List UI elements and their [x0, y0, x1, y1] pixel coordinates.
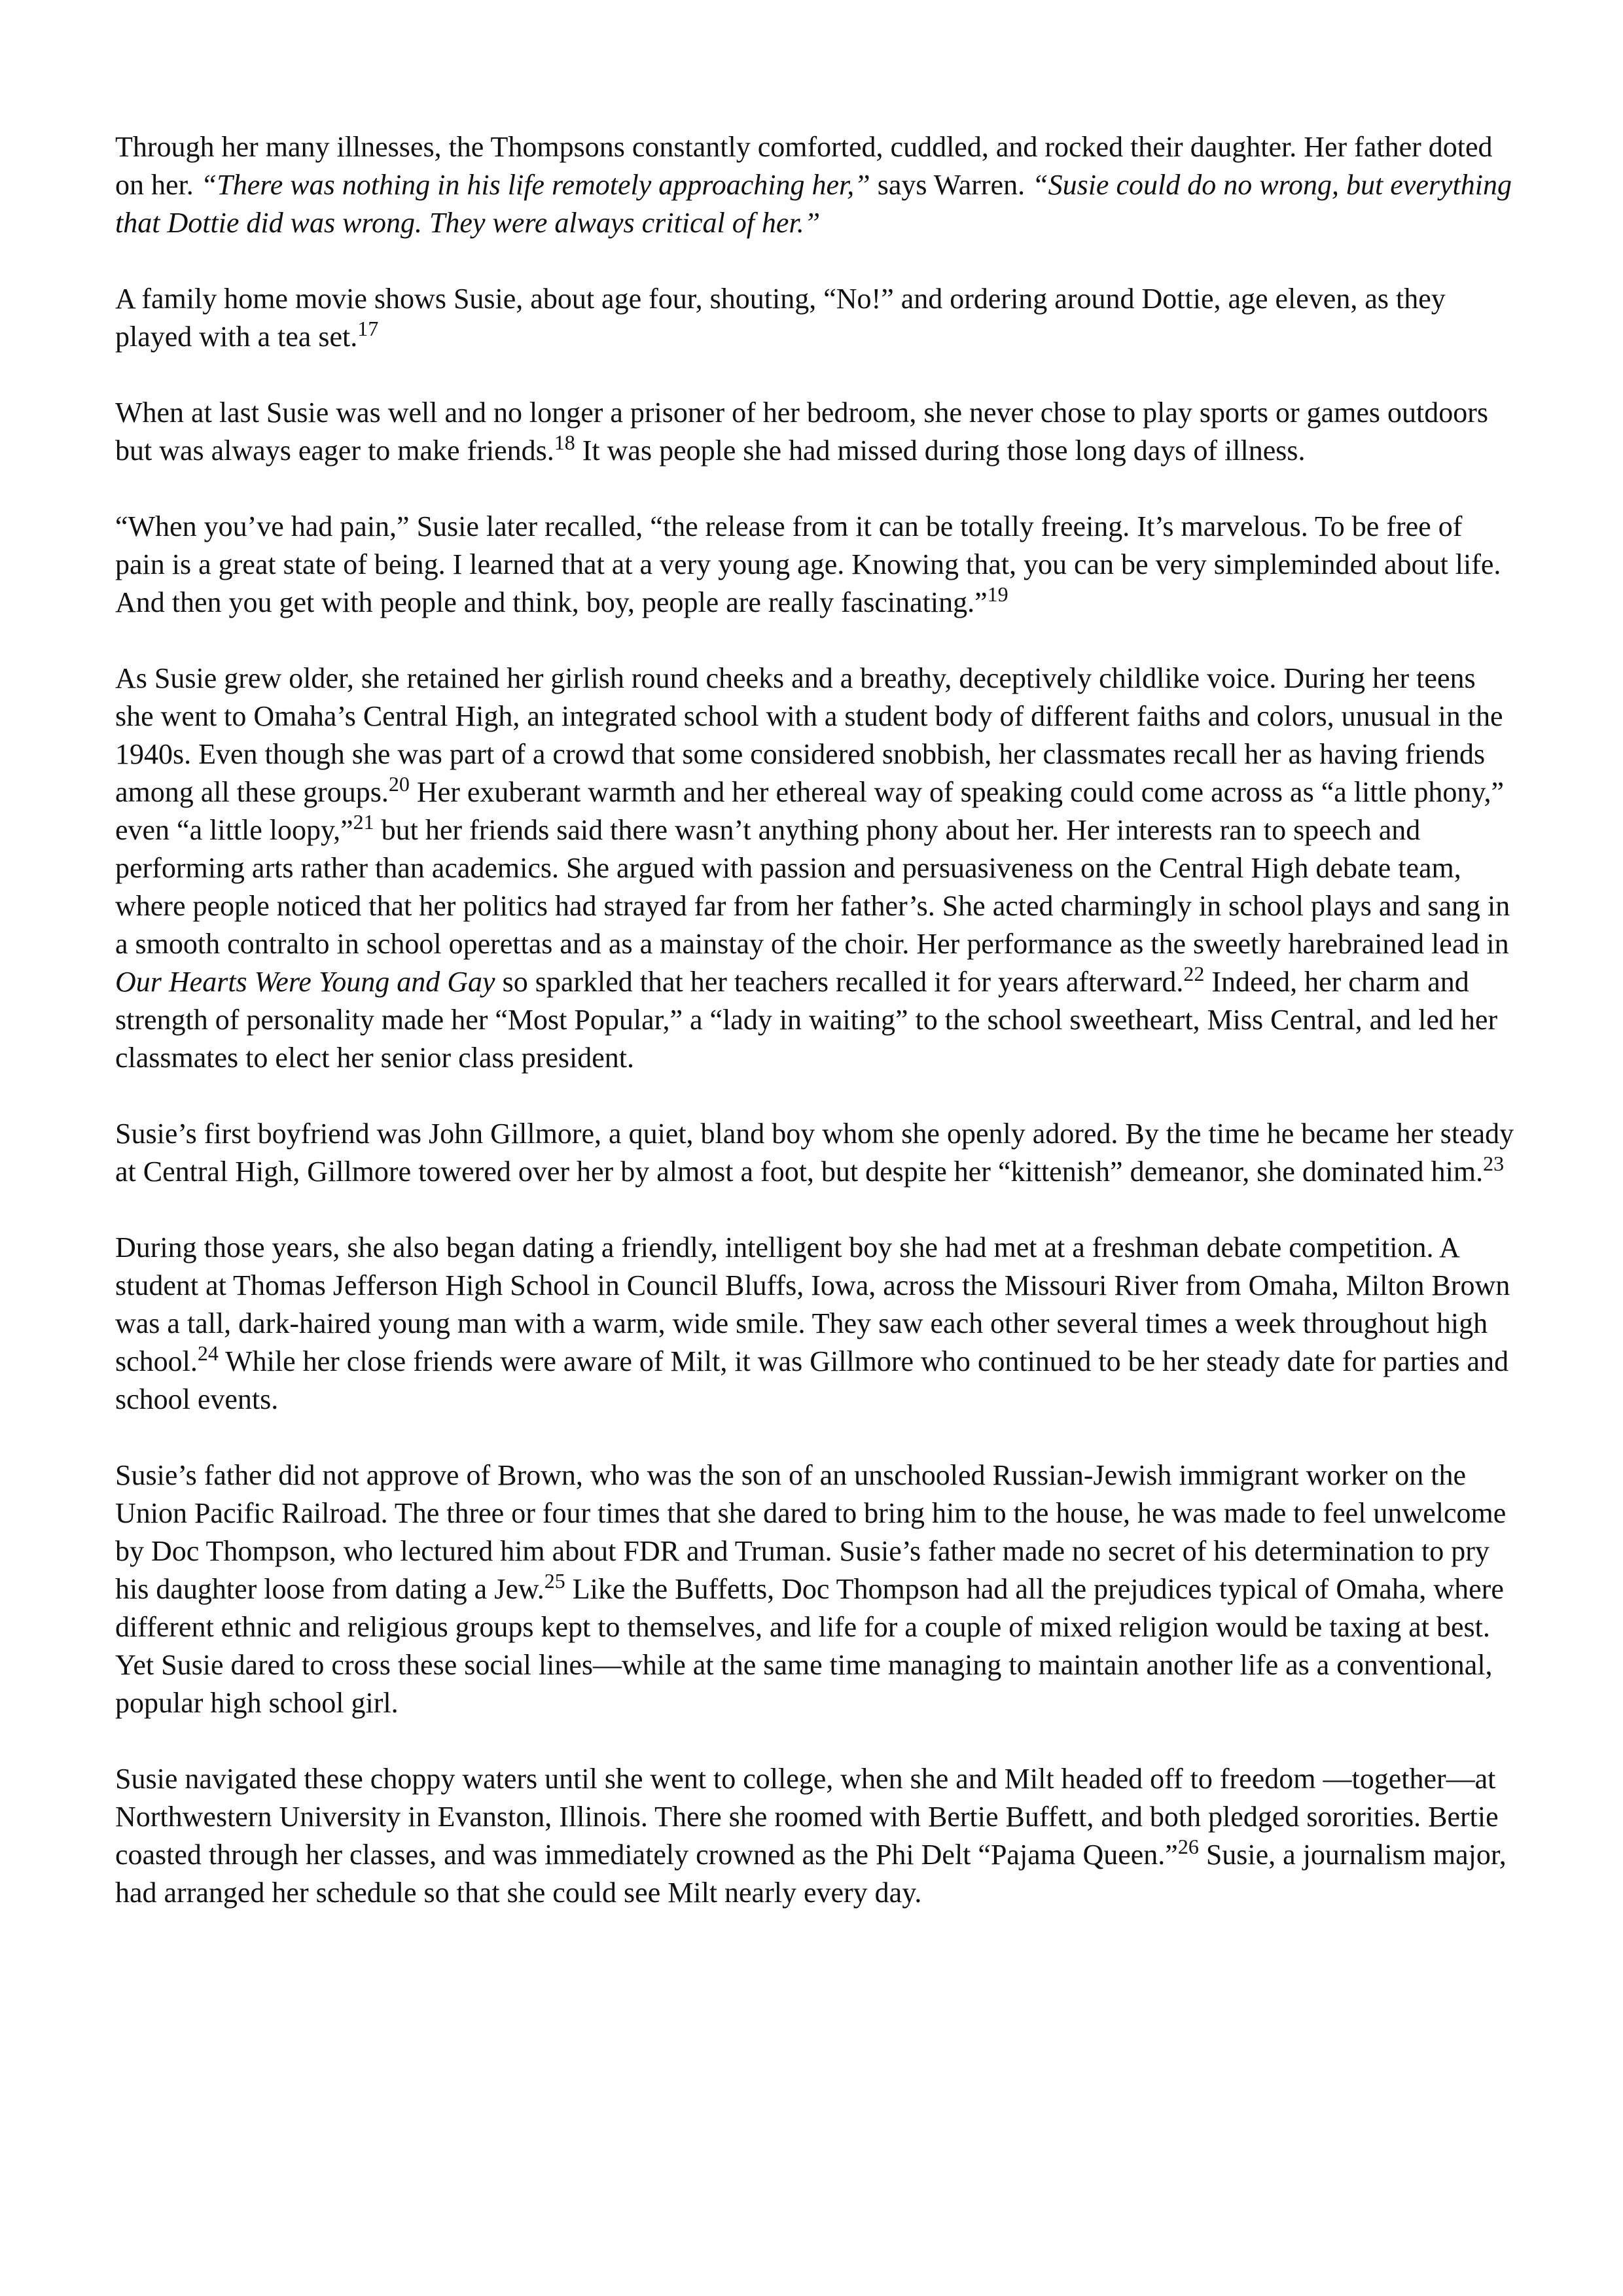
footnote-ref: 18 — [554, 431, 575, 454]
paragraph — [115, 280, 1516, 356]
footnote-ref: 19 — [987, 582, 1008, 606]
footnote-ref: 26 — [1177, 1835, 1199, 1858]
text-run: When at last Susie was well and no longer a prisoner of her bedroom, she never chose to play sports or games outdoors but was always eager to make friends. — [115, 397, 1489, 467]
paragraph — [115, 508, 1516, 622]
paragraph — [115, 128, 1516, 242]
footnote-ref: 17 — [357, 317, 379, 340]
paragraph — [115, 1229, 1516, 1419]
text-run: Through her many illnesses, the Thompsons constantly comforted, cuddled, and rocked their daughter. Her father doted on her. — [115, 131, 1493, 201]
text-run: Susie, a journalism major, had arranged her schedule so that she could see Milt nearly every day. — [115, 1839, 1507, 1909]
paragraph — [115, 1457, 1516, 1722]
text-run: but her friends said there wasn’t anything phony about her. Her interests ran to speech and performing arts rather than academics. She argued with passion and persuasiveness on the Central High debate team, where people noticed that her politics had strayed far from her father’s. She acted charmingly in school plays and sang in a smooth contralto in school operettas and as a mainstay of the choir. Her performance as the sweetly harebrained lead in — [115, 814, 1510, 960]
footnote-ref: 22 — [1183, 962, 1205, 985]
text-run: As Susie grew older, she retained her girlish round cheeks and a breathy, deceptively childlike voice. During her teens she went to Omaha’s Central High, an integrated school with a student body of different faiths and colors, unusual in the 1940s. Even though she was part of a crowd that some considered snobbish, her classmates recall her as having friends among all these groups. — [115, 662, 1503, 808]
text-run: Susie’s first boyfriend was John Gillmore, a quiet, bland boy whom she openly adored. By the time he became her steady at Central High, Gillmore towered over her by almost a foot, but despite her “kittenish” demeanor, she dominated him. — [115, 1118, 1514, 1188]
text-run: Like the Buffetts, Doc Thompson had all the prejudices typical of Omaha, where different ethnic and religious groups kept to themselves, and life for a couple of mixed religion would be taxing at best. Yet Susie dared to cross these social lines—while at the same time managing to maintain another life as a conventional, popular high school girl. — [115, 1573, 1504, 1719]
paragraph — [115, 1760, 1516, 1912]
text-run: so sparkled that her teachers recalled it for years afterward. — [495, 966, 1184, 998]
paragraph — [115, 1115, 1516, 1191]
text-run: says Warren. — [870, 169, 1033, 201]
text-run: While her close friends were aware of Milt, it was Gillmore who continued to be her steady date for parties and school events. — [115, 1345, 1509, 1415]
italic-quote: “Susie could do no wrong, but everything that Dottie did was wrong. They were always critical of her.” — [115, 169, 1512, 239]
text-run: “When you’ve had pain,” Susie later recalled, “the release from it can be totally freeing. It’s marvelous. To be free of pain is a great state of being. I learned that at a very young age. Knowing that, you can be very simpleminded about life. And then you get with people and think, boy, people are really fascinating.” — [115, 510, 1501, 618]
paragraph — [115, 660, 1516, 1077]
text-run: Indeed, her charm and strength of personality made her “Most Popular,” a “lady in waiting” to the school sweetheart, Miss Central, and led her classmates to elect her senior class president. — [115, 966, 1498, 1074]
footnote-ref: 23 — [1483, 1152, 1505, 1175]
footnote-ref: 20 — [388, 772, 410, 796]
italic-title: Our Hearts Were Young and Gay — [115, 966, 495, 998]
text-run: During those years, she also began dating a friendly, intelligent boy she had met at a freshman debate competition. A student at Thomas Jefferson High School in Council Bluffs, Iowa, across the Missouri River from Omaha, Milton Brown was a tall, dark-haired young man with a warm, wide smile. They saw each other several times a week throughout high school. — [115, 1231, 1510, 1377]
footnote-ref: 21 — [353, 810, 374, 834]
text-run: Susie navigated these choppy waters until she went to college, when she and Milt headed off to freedom —together—at Northwestern University in Evanston, Illinois. There she roomed with Bertie Buffett, and both pledged sororities. Bertie coasted through her classes, and was immediately crowned as the Phi Delt “Pajama Queen.” — [115, 1763, 1499, 1871]
document-page — [115, 128, 1516, 1950]
paragraph — [115, 394, 1516, 470]
italic-quote: “There was nothing in his life remotely approaching her,” — [200, 169, 870, 201]
footnote-ref: 25 — [544, 1569, 565, 1593]
text-run: A family home movie shows Susie, about age four, shouting, “No!” and ordering around Dottie, age eleven, as they played with a tea set. — [115, 283, 1446, 353]
text-run: Susie’s father did not approve of Brown, who was the son of an unschooled Russian-Jewish immigrant worker on the Union Pacific Railroad. The three or four times that she dared to bring him to the house, he was made to feel unwelcome by Doc Thompson, who lectured him about FDR and Truman. Susie’s father made no secret of his determination to pry his daughter loose from dating a Jew. — [115, 1459, 1507, 1605]
text-run: Her exuberant warmth and her ethereal way of speaking could come across as “a little phony,” even “a little loopy,” — [115, 776, 1505, 846]
footnote-ref: 24 — [197, 1341, 219, 1365]
text-run: It was people she had missed during those long days of illness. — [575, 434, 1306, 467]
